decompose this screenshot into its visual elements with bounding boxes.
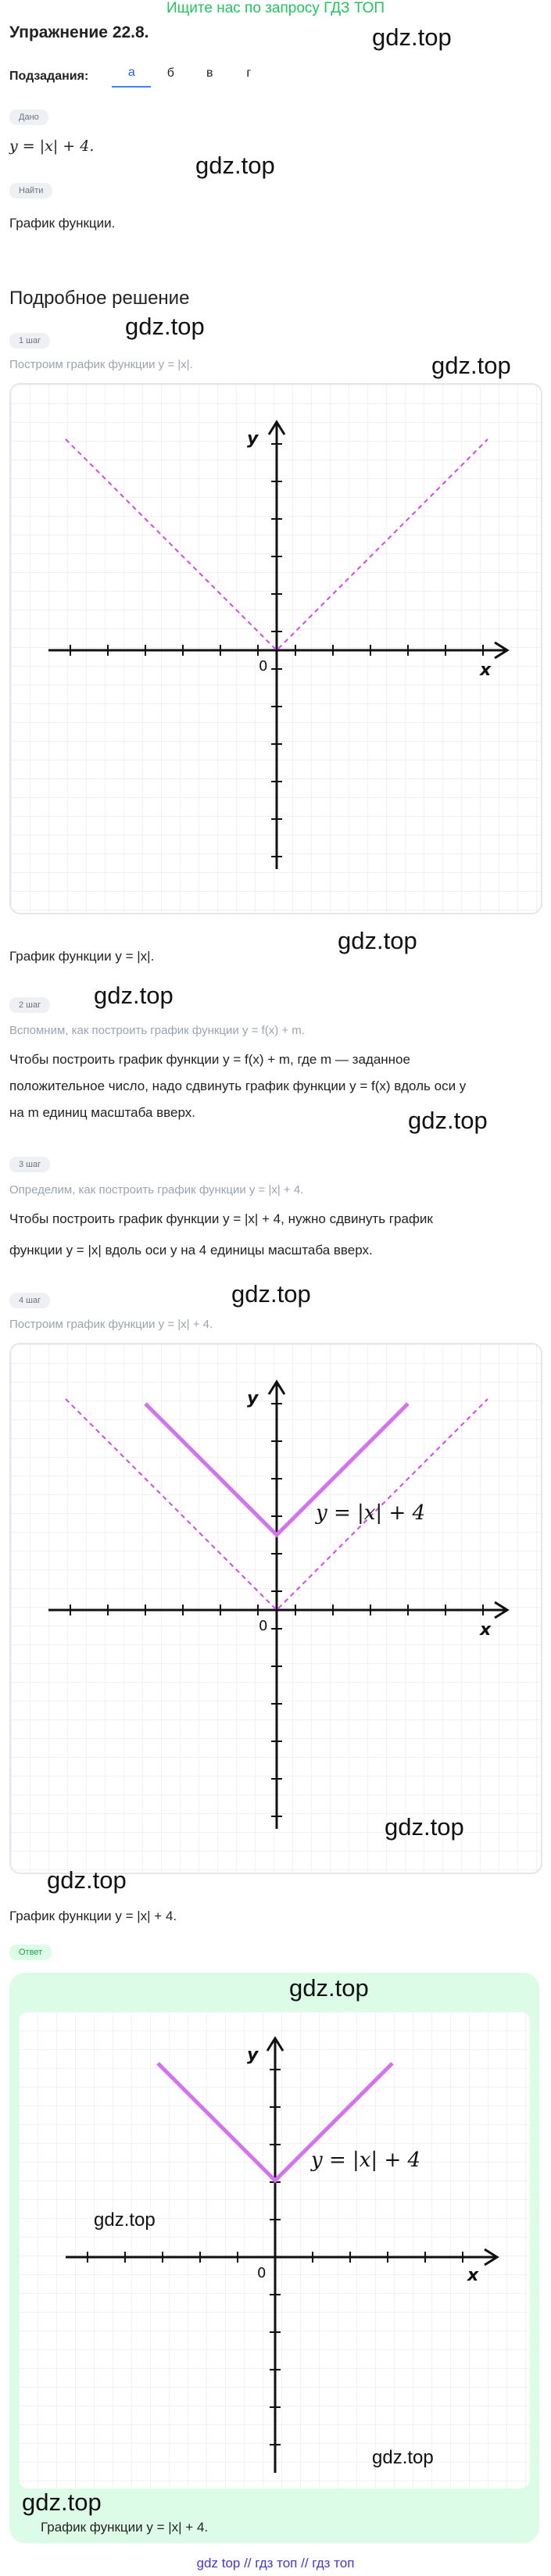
- step1-hint: Построим график функции y = |x|.: [9, 358, 193, 371]
- page-title: Упражнение 22.8.: [9, 23, 149, 41]
- step2-line2: положительное число, надо сдвинуть график функции y = f(x) вдоль оси y: [9, 1079, 467, 1093]
- answer-panel: [9, 1973, 539, 2543]
- tab-g[interactable]: г: [246, 66, 252, 80]
- watermark: gdz.top: [338, 927, 417, 954]
- watermark: gdz.top: [431, 352, 511, 379]
- watermark: gdz.top: [195, 152, 275, 179]
- origin-label: 0: [257, 2265, 267, 2281]
- y-axis-label: y: [247, 429, 259, 449]
- watermark: gdz.top: [385, 1813, 464, 1841]
- step4-badge: 4 шаг: [9, 1293, 50, 1308]
- solution-heading: Подробное решение: [9, 288, 190, 309]
- y-axis-label: y: [247, 2045, 259, 2065]
- find-text: График функции.: [9, 216, 116, 231]
- x-axis-label: x: [480, 660, 492, 680]
- x-axis-label: x: [467, 2266, 479, 2285]
- tab-a[interactable]: а: [112, 66, 151, 88]
- y-axis-label: y: [247, 1389, 259, 1408]
- step2-line3: на m единиц масштаба вверх.: [9, 1105, 195, 1120]
- graph-step1-svg: [11, 385, 541, 913]
- function-label: y = |x| + 4: [316, 1501, 426, 1525]
- origin-label: 0: [259, 658, 268, 674]
- watermark: gdz.top: [22, 2488, 102, 2516]
- watermark: gdz.top: [47, 1866, 127, 1894]
- footer-links[interactable]: gdz top // гдз топ // гдз топ: [196, 2556, 355, 2571]
- watermark: gdz.top: [94, 982, 174, 1009]
- answer-graph: [19, 2012, 530, 2488]
- watermark: gdz.top: [372, 2447, 434, 2468]
- answer-badge: Ответ: [9, 1945, 52, 1960]
- answer-graph-svg: [19, 2012, 530, 2488]
- x-axis-label: x: [480, 1620, 492, 1640]
- watermark: gdz.top: [372, 23, 452, 51]
- graph-step1: [9, 383, 542, 914]
- watermark: gdz.top: [408, 1107, 488, 1134]
- tab-v[interactable]: в: [206, 66, 213, 80]
- tab-b[interactable]: б: [166, 66, 174, 80]
- find-badge: Найти: [9, 183, 52, 199]
- watermark: gdz.top: [94, 2209, 156, 2231]
- watermark: gdz.top: [125, 313, 205, 340]
- top-search-link[interactable]: Ищите нас по запросу ГДЗ ТОП: [166, 0, 385, 16]
- step3-badge: 3 шаг: [9, 1157, 50, 1172]
- watermark: gdz.top: [231, 1280, 311, 1308]
- step4-hint: Построим график функции y = |x| + 4.: [9, 1318, 213, 1331]
- step4-caption: График функции y = |x| + 4.: [9, 1909, 177, 1923]
- step2-hint: Вспомним, как построить график функции y = f(x) + m.: [9, 1024, 305, 1037]
- step1-caption: График функции y = |x|.: [9, 949, 155, 964]
- subtasks-row: [9, 63, 268, 91]
- watermark: gdz.top: [289, 1974, 369, 2002]
- step3-hint: Определим, как построить график функции y = |x| + 4.: [9, 1183, 304, 1197]
- answer-caption: График функции y = |x| + 4.: [41, 2520, 209, 2535]
- step2-line1: Чтобы построить график функции y = f(x) + m, где m — заданное: [9, 1052, 410, 1067]
- step3-line2: функции y = |x| вдоль оси y на 4 единицы масштаба вверх.: [9, 1243, 373, 1258]
- graph-step4-svg: [11, 1344, 541, 1873]
- origin-label: 0: [259, 1618, 268, 1634]
- step1-badge: 1 шаг: [9, 333, 50, 349]
- step2-badge: 2 шаг: [9, 997, 50, 1013]
- subtasks-label: Подзадания:: [9, 70, 89, 83]
- function-label: y = |x| + 4: [311, 2148, 421, 2172]
- given-formula: y = |x| + 4.: [9, 138, 95, 155]
- graph-step4: [9, 1343, 542, 1874]
- step3-line1: Чтобы построить график функции y = |x| + 4, нужно сдвинуть график: [9, 1211, 433, 1226]
- given-badge: Дано: [9, 109, 48, 125]
